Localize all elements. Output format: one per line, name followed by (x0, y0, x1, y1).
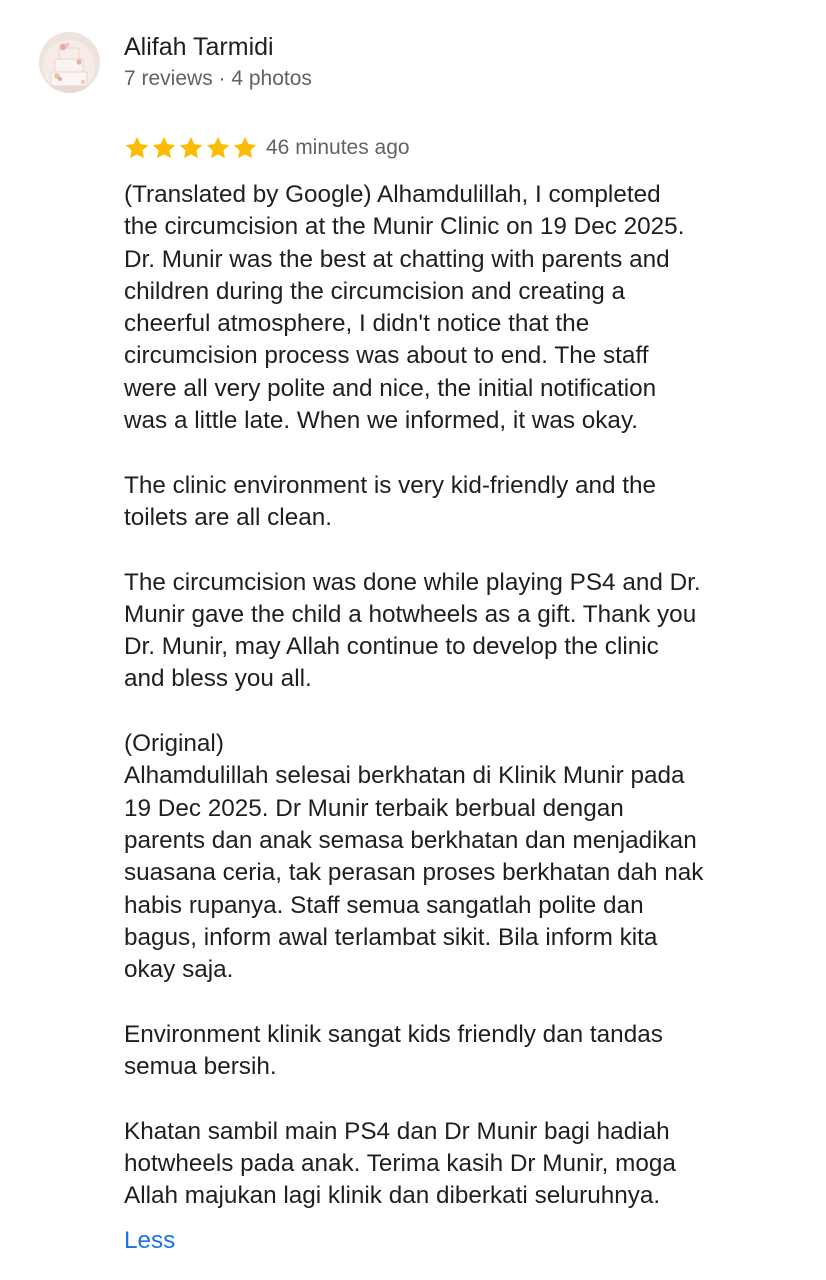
review-line: bagus, inform awal terlambat sikit. Bila inform kita (124, 923, 658, 951)
star-icon (205, 135, 231, 161)
review-line: Alhamdulillah selesai berkhatan di Klinik Munir pada (124, 762, 685, 790)
review-line: and bless you all. (124, 665, 312, 693)
review-line: okay saja. (124, 956, 234, 984)
star-icon (124, 135, 150, 161)
review-line: 19 Dec 2025. Dr Munir terbaik berbual dengan (124, 794, 624, 822)
review-line: Munir gave the child a hotwheels as a gift. Thank you (124, 600, 697, 628)
review-line: the circumcision at the Munir Clinic on 19 Dec 2025. (124, 213, 685, 241)
review-line: hotwheels pada anak. Terima kasih Dr Munir, moga (124, 1149, 676, 1177)
review-line: Khatan sambil main PS4 dan Dr Munir bagi hadiah (124, 1117, 670, 1145)
review-line: Environment klinik sangat kids friendly dan tandas (124, 1020, 663, 1048)
original-paragraph (124, 1116, 804, 1213)
review-line: The clinic environment is very kid-friendly and the (124, 471, 657, 499)
translated-paragraph (124, 179, 804, 437)
translated-paragraph (124, 567, 804, 696)
rating-row (124, 132, 410, 164)
star-icon (232, 135, 258, 161)
review-line: were all very polite and nice, the initial notification (124, 374, 657, 402)
review-line: cheerful atmosphere, I didn't notice that the (124, 310, 590, 338)
review-line: Allah majukan lagi klinik dan diberkati seluruhnya. (124, 1182, 661, 1210)
review-line: was a little late. When we informed, it was okay. (124, 407, 639, 435)
reviewer-name[interactable]: Alifah Tarmidi (124, 33, 274, 61)
review-line: The circumcision was done while playing PS4 and Dr. (124, 568, 701, 596)
review-line: suasana ceria, tak perasan proses berkhatan dah nak (124, 859, 704, 887)
review-time: 46 minutes ago (266, 136, 410, 159)
star-icon (151, 135, 177, 161)
review-line: toilets are all clean. (124, 503, 332, 531)
original-paragraph (124, 1019, 804, 1084)
star-rating (124, 135, 258, 161)
avatar-cake-image (39, 32, 100, 93)
review-line: circumcision process was about to end. The staff (124, 342, 649, 370)
reviewer-meta: 7 reviews · 4 photos (124, 67, 312, 90)
review-line: habis rupanya. Staff semua sangatlah polite dan (124, 891, 644, 919)
translated-paragraph (124, 470, 804, 535)
review-line: semua bersih. (124, 1053, 277, 1081)
review-line: children during the circumcision and creating a (124, 277, 626, 305)
review-line: Dr. Munir, may Allah continue to develop the clinic (124, 633, 659, 661)
review-line: (Translated by Google) Alhamdulillah, I completed (124, 181, 661, 208)
review-text (124, 179, 804, 1213)
less-button[interactable]: Less (124, 1227, 176, 1254)
original-paragraph (124, 728, 804, 986)
review-line: parents dan anak semasa berkhatan dan menjadikan (124, 826, 697, 854)
original-label: (Original) (124, 730, 224, 758)
star-icon (178, 135, 204, 161)
review-line: Dr. Munir was the best at chatting with parents and (124, 245, 670, 273)
avatar[interactable] (39, 32, 100, 93)
